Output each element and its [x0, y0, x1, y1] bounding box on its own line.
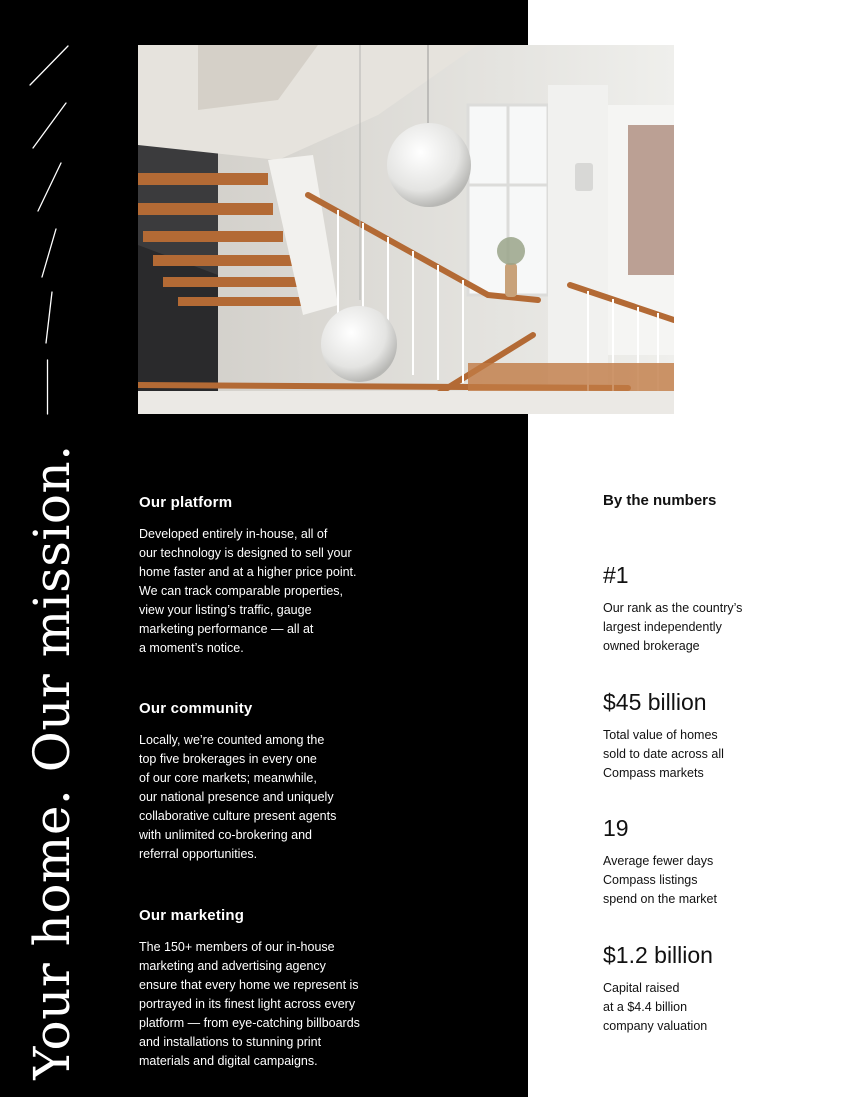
stat-description: Total value of homes sold to date across all Compass markets: [603, 728, 724, 780]
section-body: The 150+ members of our in-house marketing and advertising agency ensure that every home we represent is portrayed in its finest light across every platform — from eye-catching billboards and installations to stunning print materials and digital campaigns.: [139, 940, 360, 1068]
section-heading: Our community: [139, 700, 253, 717]
section-our-platform: [139, 494, 409, 658]
stat-description: Capital raised at a $4.4 billion company valuation: [603, 981, 708, 1033]
staircase-interior-photo: [138, 45, 674, 414]
stat-value: #1: [603, 562, 629, 588]
section-body: Developed entirely in-house, all of our technology is designed to sell your home faster and at a higher price point. We can track comparable properties, view your listing’s traffic, gauge marketing performance — all at a moment’s notice.: [139, 527, 357, 655]
decorative-slash-lines: [0, 0, 120, 430]
stat-item: [603, 561, 833, 656]
section-body: Locally, we’re counted among the top five brokerages in every one of our core markets; meanwhile, our national presence and uniquely collaborative culture present agents with unlimited co-brokering and referral opportunities.: [139, 733, 337, 861]
stat-value: 19: [603, 815, 629, 841]
stat-item: [603, 941, 833, 1036]
stat-value: $45 billion: [603, 689, 707, 715]
stat-value: $1.2 billion: [603, 942, 713, 968]
by-the-numbers-column: [603, 492, 833, 1033]
numbers-heading: By the numbers: [603, 492, 717, 509]
section-heading: Our platform: [139, 494, 233, 511]
section-our-community: [139, 700, 409, 864]
stat-description: Our rank as the country’s largest independently owned brokerage: [603, 601, 743, 653]
section-our-marketing: [139, 907, 409, 1071]
vertical-page-title: Your home. Our mission.: [23, 444, 81, 1080]
section-heading: Our marketing: [139, 907, 245, 924]
stat-item: [603, 688, 833, 783]
stat-item: [603, 814, 833, 909]
stat-description: Average fewer days Compass listings spend on the market: [603, 854, 717, 906]
